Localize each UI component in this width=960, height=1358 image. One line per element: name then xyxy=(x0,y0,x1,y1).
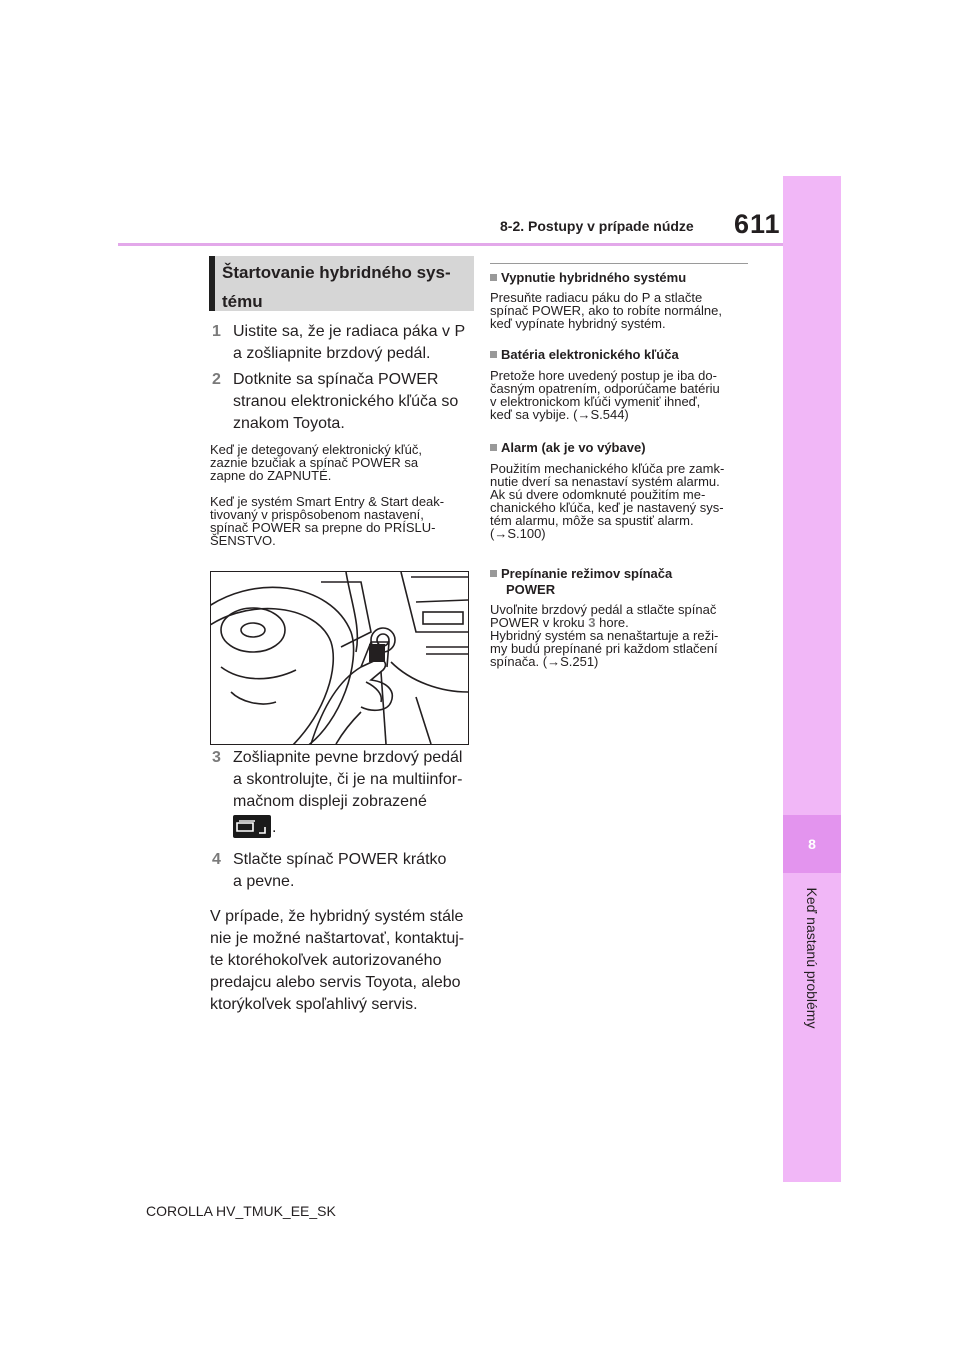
square-bullet-icon xyxy=(490,444,497,451)
section-label: 8-2. Postupy v prípade núdze xyxy=(500,218,694,234)
subheading-power-modes: Prepínanie režimov spínača POWER xyxy=(490,566,672,598)
section-heading: Štartovanie hybridného sys- tému xyxy=(222,263,451,311)
page-number: 611 xyxy=(734,209,781,239)
step-3-suffix: . xyxy=(272,819,277,836)
step-4: 4 Stlačte spínač POWER krátko a pevne. xyxy=(212,851,447,890)
text-power-modes: Uvoľnite brzdový pedál a stlačte spínač POWER v kroku 3 hore. Hybridný systém sa nenaštartuje a reži- my budú prepínané pri každom stlačení spínača. (→S.251) xyxy=(490,602,719,669)
subheading-alarm: Alarm (ak je vo výbave) xyxy=(490,440,646,455)
chapter-number: 8 xyxy=(808,836,816,852)
subheading-key-battery: Batéria elektronického kľúča xyxy=(490,347,679,362)
step-2: 2 Dotknite sa spínača POWER stranou elektronického kľúča so znakom Toyota. xyxy=(212,371,459,432)
right-column-rule xyxy=(490,263,748,264)
text-key-battery: Pretože hore uvedený postup je iba do- časným opatrením, odporúčame batériu v elektronickom kľúči vymeniť ihneď, keď sa vybije. (→S.544) xyxy=(490,368,720,422)
step-1: 1 Uistite sa, že je radiaca páka v P a zošliapnite brzdový pedál. xyxy=(212,323,466,362)
square-bullet-icon xyxy=(490,274,497,281)
subheading-turn-off: Vypnutie hybridného systému xyxy=(490,270,686,285)
step-3: 3 Zošliapnite pevne brzdový pedál a skontrolujte, či je na multiinfor- mačnom displeji zobrazené xyxy=(212,749,463,810)
footer-code: COROLLA HV_TMUK_EE_SK xyxy=(146,1203,336,1219)
square-bullet-icon xyxy=(490,351,497,358)
header-rule xyxy=(118,243,783,246)
note-smart-entry: Keď je systém Smart Entry & Start deak- tivovaný v prispôsobenom nastavení, spínač POWER sa prepne do PRÍSLU- ŠENSTVO. xyxy=(210,494,445,548)
power-switch-illustration xyxy=(210,571,469,745)
text-alarm: Použitím mechanického kľúča pre zamk- nutie dverí sa nenastaví systém alarmu. Ak sú dvere odomknuté použitím me- chanického kľúča, keď je nastavený sys- tém alarmu, môže sa spustiť alarm. (→S.100) xyxy=(490,461,725,541)
chapter-tab-strip xyxy=(783,176,841,1182)
closing-paragraph: V prípade, že hybridný systém stále nie je možné naštartovať, kontaktuj- te ktoréhokoľvek autorizovaného predajcu alebo servis Toyota, alebo ktorýkoľvek spoľahlivý servis. xyxy=(210,908,465,1013)
dashboard-drawing xyxy=(211,572,468,744)
square-bullet-icon xyxy=(490,570,497,577)
note-detected-key: Keď je detegovaný elektronický kľúč, zaznie bzučiak a spínač POWER sa zapne do ZAPNUTÉ. xyxy=(210,442,422,483)
chapter-title: Keď nastanú problémy xyxy=(804,887,820,1029)
ready-to-start-display-icon xyxy=(233,815,271,838)
text-turn-off: Presuňte radiacu páku do P a stlačte spínač POWER, ako to robíte normálne, keď vypínate hybridný systém. xyxy=(490,290,722,331)
